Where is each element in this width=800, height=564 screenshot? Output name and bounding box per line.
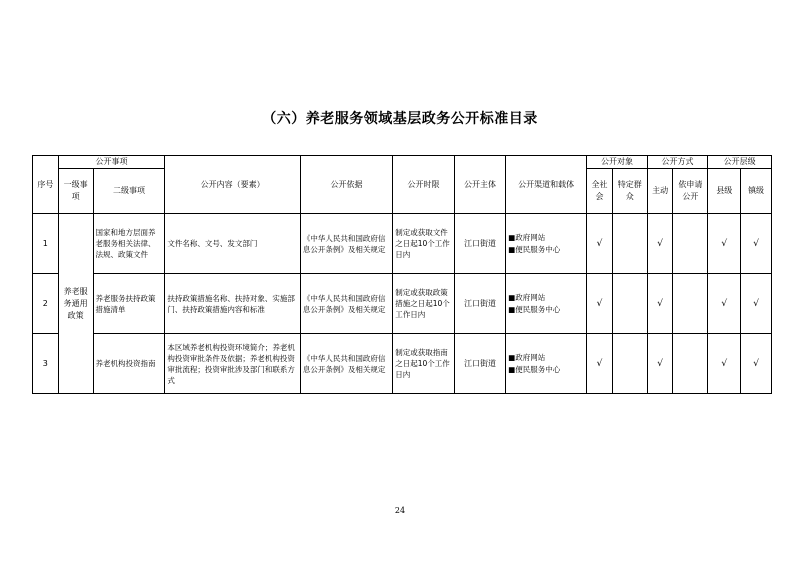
header-level1: 一级事项 [58,169,93,214]
header-subject: 公开主体 [454,156,505,214]
header-method-request: 依申请公开 [673,169,708,214]
channel-gov-website: ■政府网站 [508,232,546,242]
row-channels [506,214,587,274]
header-channels: 公开渠道和载体 [506,156,587,214]
row-content: 扶持政策措施名称、扶持对象、实施部门、扶持政策措施内容和标准 [165,274,300,334]
channel-service-center: ■便民服务中心 [508,244,561,254]
check-level-town: √ [741,274,772,334]
row-subject: 江口街道 [454,214,505,274]
row-basis: 《中华人民共和国政府信息公开条例》及相关规定 [300,214,392,274]
row-number: 1 [33,214,59,274]
check-level-county: √ [708,274,741,334]
row-subject: 江口街道 [454,334,505,394]
check-target-specific [612,214,647,274]
header-target-group: 公开对象 [587,156,648,169]
row-basis: 《中华人民共和国政府信息公开条例》及相关规定 [300,334,392,394]
header-row-top [33,156,772,169]
header-seq: 序号 [33,156,59,214]
header-timing: 公开时限 [393,156,455,214]
row-channels [506,274,587,334]
check-method-active: √ [647,274,673,334]
header-level-county: 县级 [708,169,741,214]
check-target-specific [612,334,647,394]
check-method-active: √ [647,334,673,394]
row-level2-item: 养老机构投资指南 [93,334,165,394]
header-items-group: 公开事项 [58,156,165,169]
check-target-all: √ [587,214,613,274]
channel-gov-website: ■政府网站 [508,292,546,302]
header-basis: 公开依据 [300,156,392,214]
check-method-active: √ [647,214,673,274]
table-row [33,334,772,394]
row-timing: 制定或获取指南之日起10个工作日内 [393,334,455,394]
page-number: 24 [394,506,406,515]
header-method-active: 主动 [647,169,673,214]
check-method-request [673,214,708,274]
table-row [33,214,772,274]
table-row [33,274,772,334]
check-level-county: √ [708,334,741,394]
row-number: 2 [33,274,59,334]
check-level-town: √ [741,214,772,274]
row-content: 本区域养老机构投资环境简介；养老机构投资审批条件及依据；养老机构投资审批流程；投资审批涉及部门和联系方式 [165,334,300,394]
header-target-all: 全社会 [587,169,613,214]
row-content: 文件名称、文号、发文部门 [165,214,300,274]
row-timing: 制定或获取政策措施之日起10个工作日内 [393,274,455,334]
header-content: 公开内容（要素） [165,156,300,214]
header-target-specific: 特定群众 [612,169,647,214]
check-target-specific [612,274,647,334]
check-target-all: √ [587,274,613,334]
row-level2-item: 养老服务扶持政策措施清单 [93,274,165,334]
row-number: 3 [33,334,59,394]
header-level-group: 公开层级 [708,156,772,169]
header-method-group: 公开方式 [647,156,708,169]
row-channels [506,334,587,394]
check-method-request [673,334,708,394]
channel-service-center: ■便民服务中心 [508,304,561,314]
level1-item: 养老服务通用政策 [58,214,93,394]
channel-gov-website: ■政府网站 [508,352,546,362]
check-level-county: √ [708,214,741,274]
row-timing: 制定或获取文件之日起10个工作日内 [393,214,455,274]
check-level-town: √ [741,334,772,394]
row-subject: 江口街道 [454,274,505,334]
check-target-all: √ [587,334,613,394]
row-level2-item: 国家和地方层面养老服务相关法律、法规、政策文件 [93,214,165,274]
page-title: （六）养老服务领域基层政务公开标准目录 [262,111,538,127]
row-basis: 《中华人民共和国政府信息公开条例》及相关规定 [300,274,392,334]
standard-catalog-table [32,155,772,394]
channel-service-center: ■便民服务中心 [508,364,561,374]
check-method-request [673,274,708,334]
header-level-town: 镇级 [741,169,772,214]
header-level2: 二级事项 [93,169,165,214]
